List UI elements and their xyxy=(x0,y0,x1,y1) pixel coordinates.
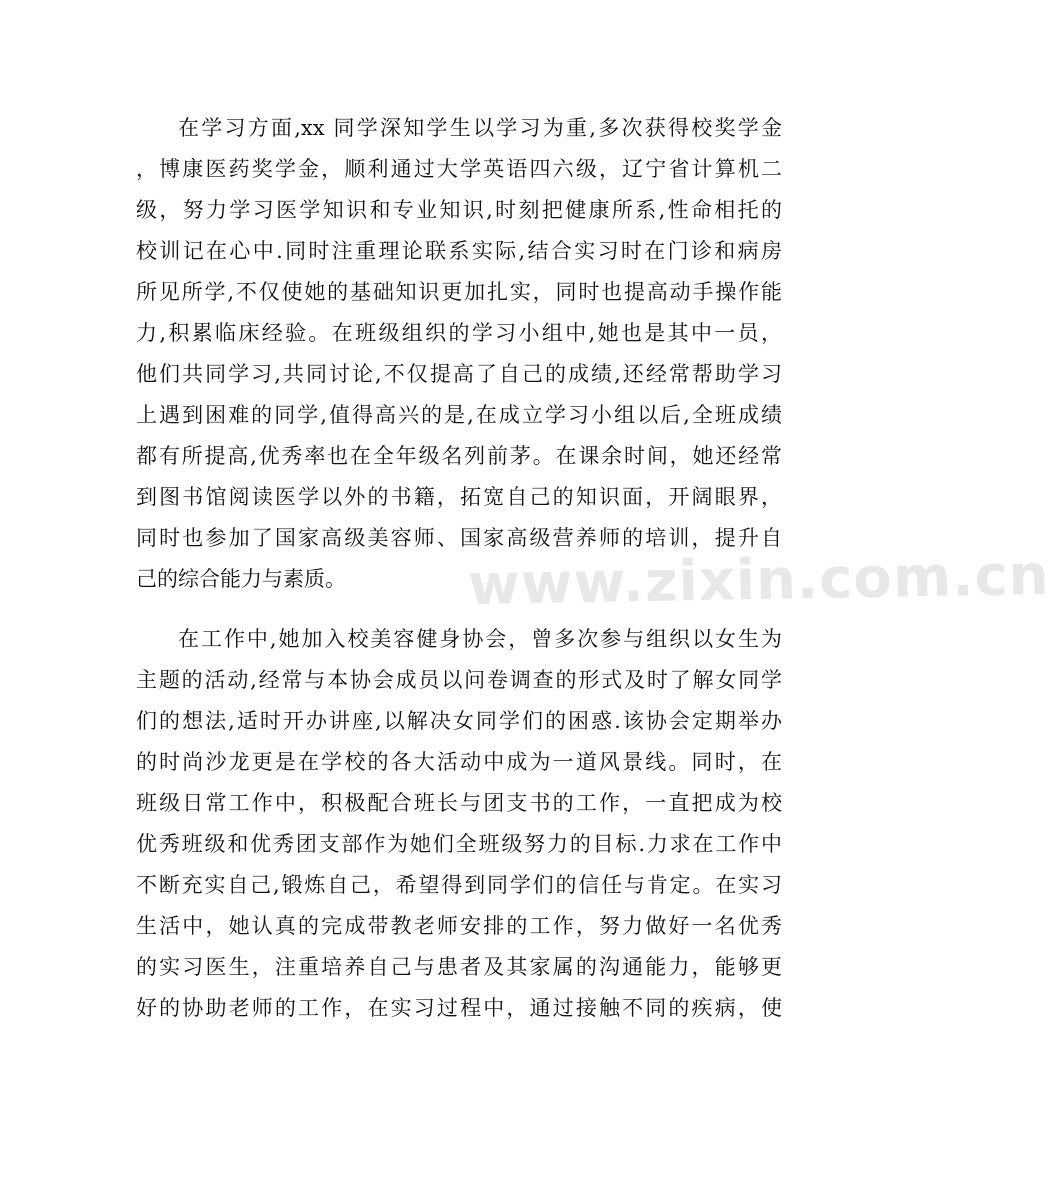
paragraph-line: 同时也参加了国家高级美容师、国家高级营养师的培训，提升自 xyxy=(136,526,782,550)
paragraph-line: 在学习方面,xx 同学深知学生以学习为重,多次获得校奖学金 xyxy=(178,116,782,140)
paragraph-line: 在工作中,她加入校美容健身协会，曾多次参与组织以女生为 xyxy=(178,627,782,651)
paragraph-line: 级，努力学习医学知识和专业知识,时刻把健康所系,性命相托的 xyxy=(136,198,782,222)
paragraph-line: 主题的活动,经常与本协会成员以问卷调查的形式及时了解女同学 xyxy=(136,668,782,692)
paragraph-line: 都有所提高,优秀率也在全年级名列前茅。在课余时间，她还经常 xyxy=(136,444,782,468)
paragraph-line: 班级日常工作中，积极配合班长与团支书的工作，一直把成为校 xyxy=(136,791,782,815)
paragraph-line: 们的想法,适时开办讲座,以解决女同学们的困惑.该协会定期举办 xyxy=(136,709,782,733)
paragraph-line: 力,积累临床经验。在班级组织的学习小组中,她也是其中一员， xyxy=(136,321,782,345)
watermark-text: www.zixin.com.cn xyxy=(467,542,1050,619)
paragraph-line: 所见所学,不仅使她的基础知识更加扎实，同时也提高动手操作能 xyxy=(136,280,782,304)
paragraph-line: 好的协助老师的工作，在实习过程中，通过接触不同的疾病，使 xyxy=(136,996,782,1020)
paragraph-line: 他们共同学习,共同讨论,不仅提高了自己的成绩,还经常帮助学习 xyxy=(136,362,782,386)
paragraph-line: 的实习医生，注重培养自己与患者及其家属的沟通能力，能够更 xyxy=(136,955,782,979)
paragraph-line: 生活中，她认真的完成带教老师安排的工作，努力做好一名优秀 xyxy=(136,914,782,938)
paragraph-line: 优秀班级和优秀团支部作为她们全班级努力的目标.力求在工作中 xyxy=(136,832,782,856)
paragraph-line: 不断充实自己,锻炼自己，希望得到同学们的信任与肯定。在实习 xyxy=(136,873,782,897)
paragraph-line: 到图书馆阅读医学以外的书籍，拓宽自己的知识面，开阔眼界， xyxy=(136,485,782,509)
paragraph-line: 上遇到困难的同学,值得高兴的是,在成立学习小组以后,全班成绩 xyxy=(136,403,782,427)
paragraph-line: 校训记在心中.同时注重理论联系实际,结合实习时在门诊和病房 xyxy=(136,239,782,263)
paragraph-line: ，博康医药奖学金，顺利通过大学英语四六级，辽宁省计算机二 xyxy=(136,157,782,181)
paragraph-line: 的时尚沙龙更是在学校的各大活动中成为一道风景线。同时，在 xyxy=(136,750,782,774)
paragraph-line: 己的综合能力与素质。 xyxy=(136,567,346,591)
